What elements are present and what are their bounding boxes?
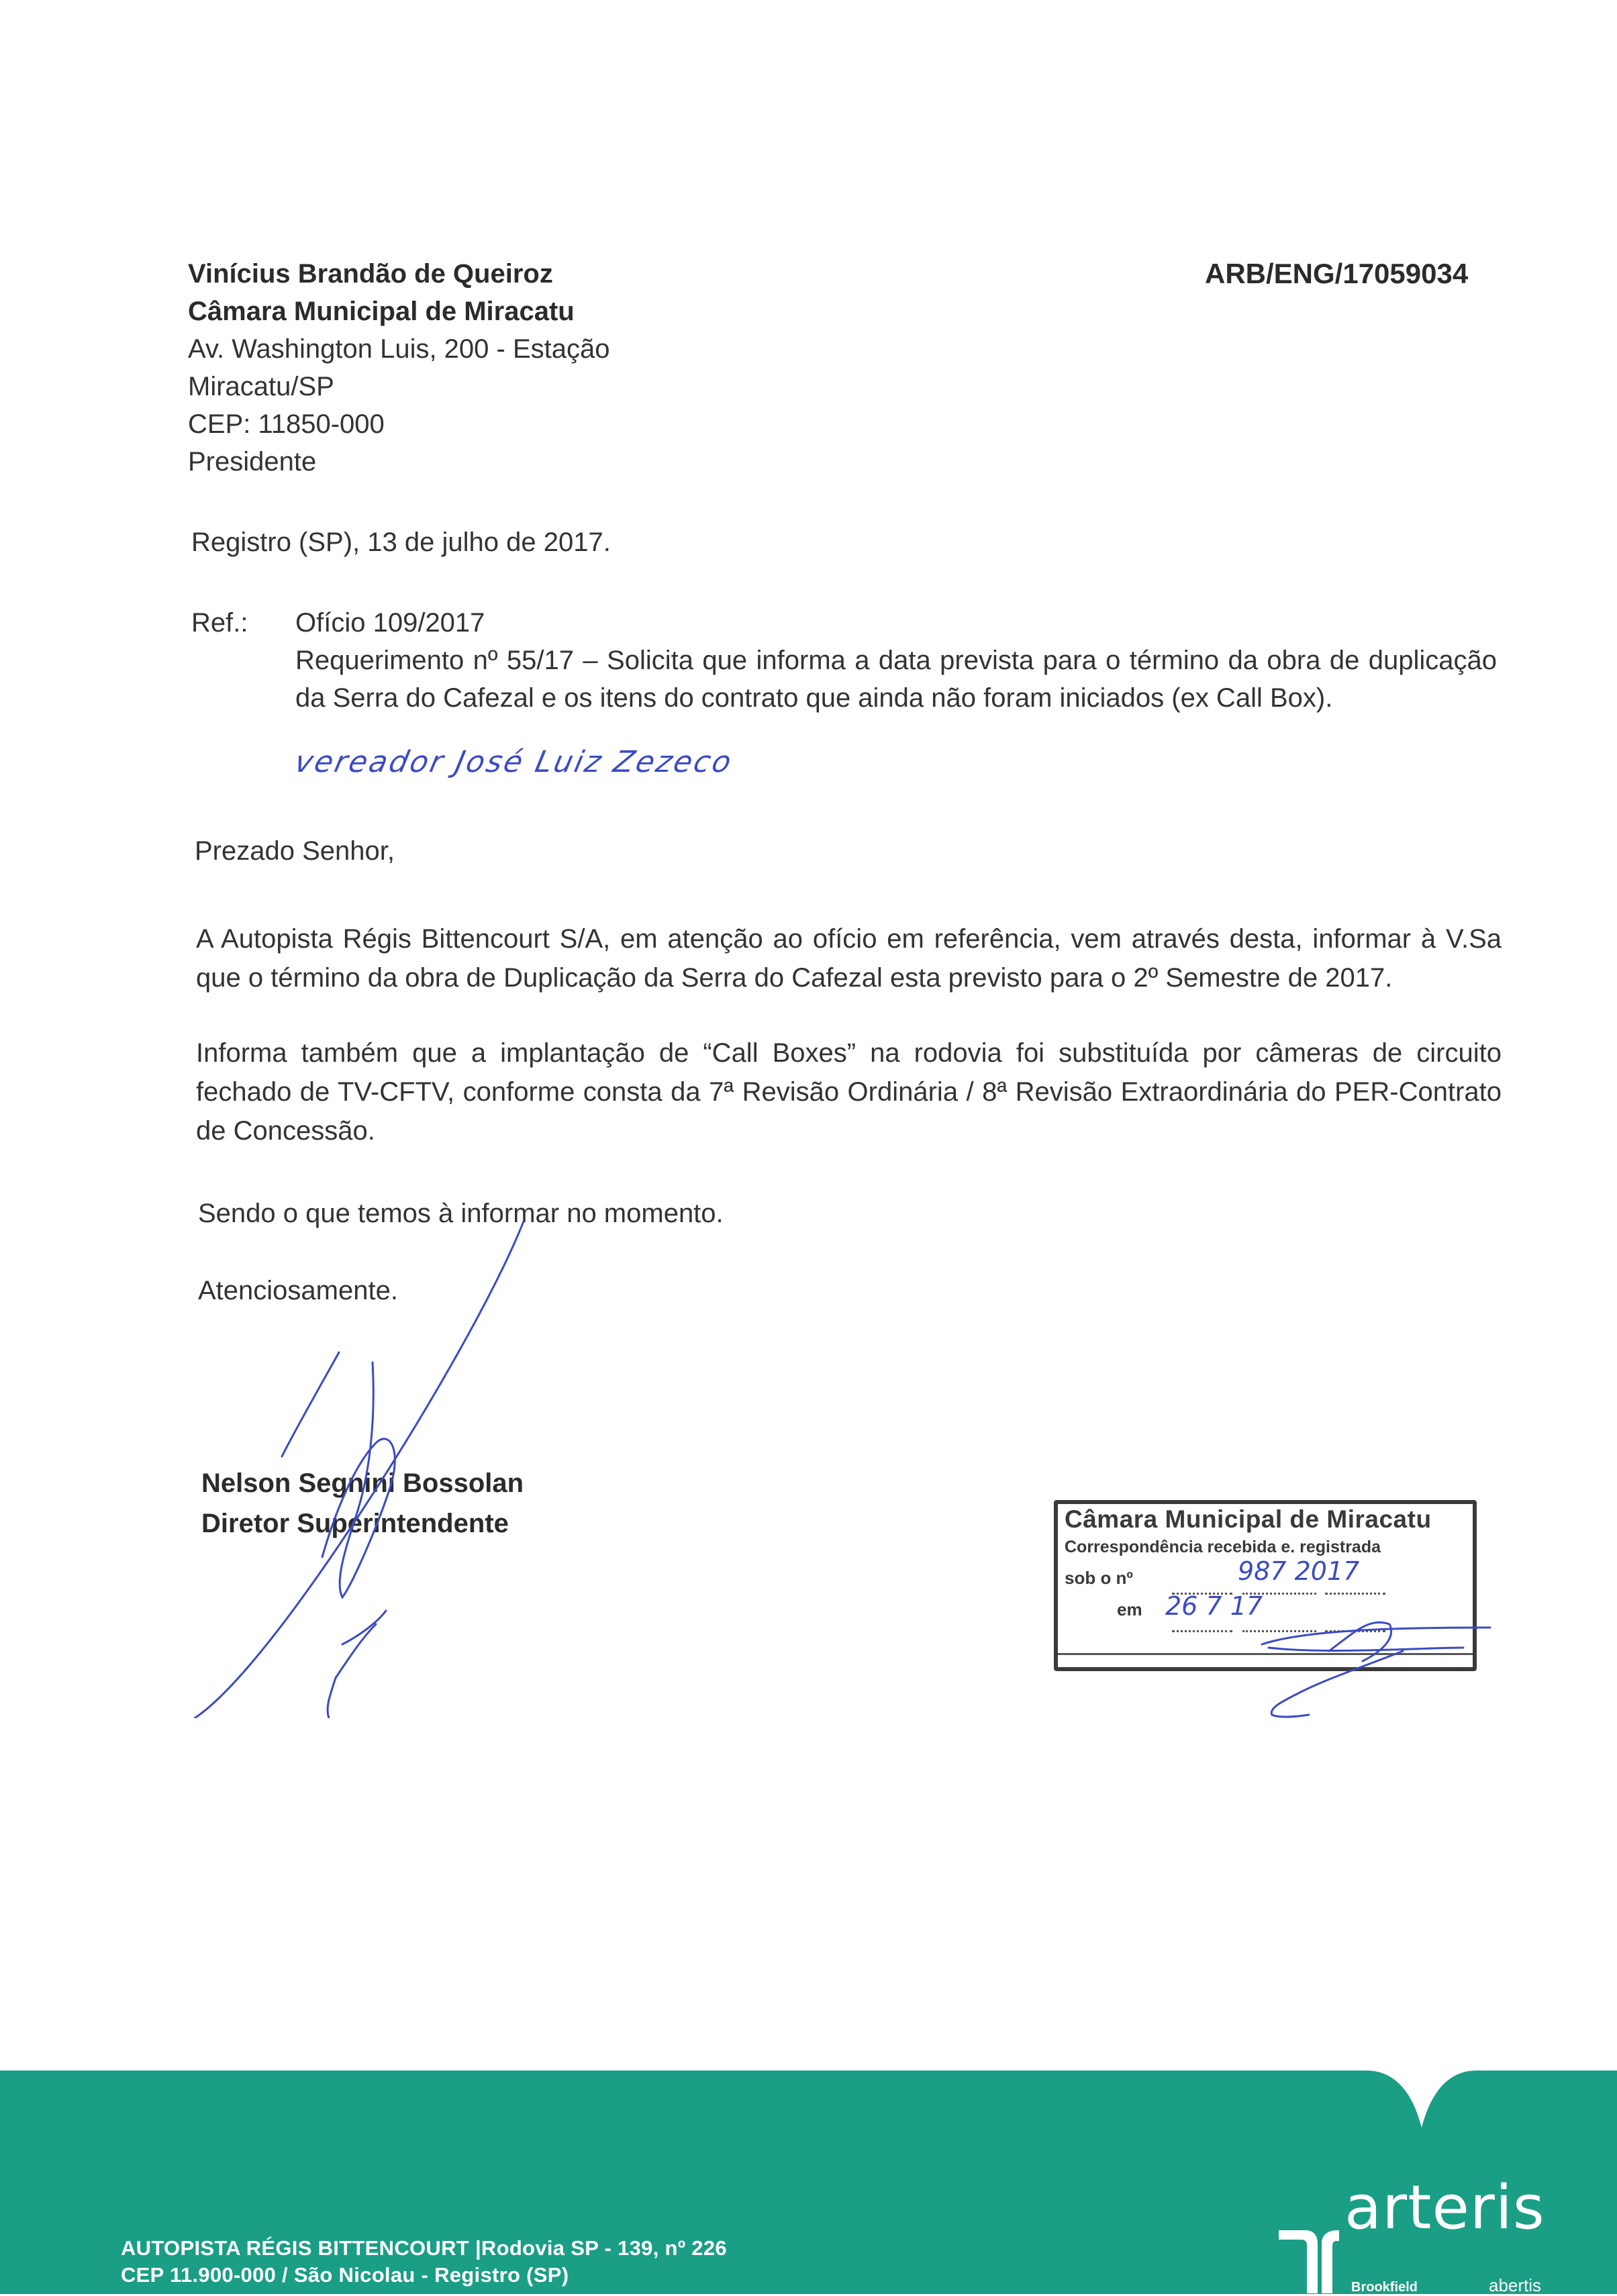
stamp-field-line bbox=[1325, 1630, 1385, 1632]
stamp-divider bbox=[1058, 1653, 1473, 1655]
signer-title: Diretor Superintendente bbox=[201, 1509, 509, 1538]
body-paragraph: A Autopista Régis Bittencourt S/A, em atenção ao ofício em referência, vem através desta, informar à V.Sa que o término da obra de Duplicação da Serra do Cafezal esta previsto para o 2º Semestre de 2017. bbox=[196, 924, 1502, 993]
recipient-city: Miracatu/SP bbox=[188, 372, 334, 401]
arteris-wordmark: arteris bbox=[1344, 2173, 1545, 2243]
signer-block bbox=[201, 1463, 524, 1544]
stamp-number-label: sob o nº bbox=[1065, 1568, 1133, 1588]
stamp-subtitle: Correspondência recebida e. registrada bbox=[1065, 1538, 1381, 1556]
arteris-logo-icon bbox=[1279, 2230, 1339, 2293]
reception-stamp bbox=[1054, 1500, 1477, 1671]
stamp-field-line bbox=[1172, 1630, 1232, 1632]
stamp-title: Câmara Municipal de Miracatu bbox=[1065, 1505, 1432, 1533]
reference-code: ARB/ENG/17059034 bbox=[1205, 258, 1469, 289]
ref-label: Ref.: bbox=[191, 608, 248, 638]
body-paragraph: Informa também que a implantação de “Call Boxes” na rodovia foi substituída por câmeras de circuito fechado de TV-CFTV, conforme consta da 7ª Revisão Ordinária / 8ª Revisão Extraordinária do PER-Contrato de Concessão. bbox=[196, 1038, 1502, 1146]
recipient-name: Vinícius Brandão de Queiroz bbox=[188, 259, 553, 289]
stamp-field-line bbox=[1325, 1593, 1385, 1595]
footer-address-line2: CEP 11.900-000 / São Nicolau - Registro (SP) bbox=[121, 2263, 569, 2287]
closing: Atenciosamente. bbox=[198, 1276, 398, 1305]
brookfield-logo: Brookfield bbox=[1351, 2280, 1418, 2295]
abertis-logo: abertis bbox=[1489, 2275, 1542, 2295]
date-line: Registro (SP), 13 de julho de 2017. bbox=[191, 528, 611, 557]
recipient-role: Presidente bbox=[188, 447, 317, 477]
recipient-address: Av. Washington Luis, 200 - Estação bbox=[188, 334, 610, 364]
recipient-cep: CEP: 11850-000 bbox=[188, 409, 385, 439]
handwritten-note: vereador José Luiz Zezeco bbox=[291, 745, 736, 779]
ref-oficio: Ofício 109/2017 bbox=[295, 608, 485, 638]
salutation: Prezado Senhor, bbox=[195, 836, 395, 866]
stamp-number-value: 987 2017 bbox=[1238, 1556, 1360, 1586]
recipient-organization: Câmara Municipal de Miracatu bbox=[188, 297, 575, 326]
closing-line: Sendo o que temos à informar no momento. bbox=[198, 1199, 724, 1228]
ref-body bbox=[295, 604, 1497, 717]
recipient-block bbox=[188, 255, 610, 481]
ref-requerimento: Requerimento nº 55/17 – Solicita que informa a data prevista para o término da obra de duplicação da Serra do Cafezal e os itens do contrato que ainda não foram iniciados (ex Call Box). bbox=[295, 646, 1497, 713]
stamp-field-line bbox=[1242, 1630, 1316, 1632]
stamp-date-value: 26 7 17 bbox=[1165, 1591, 1263, 1621]
stamp-date-label: em bbox=[1117, 1599, 1142, 1619]
footer-band bbox=[0, 2070, 1617, 2294]
signer-name: Nelson Segnini Bossolan bbox=[201, 1468, 524, 1498]
footer-address-line1: AUTOPISTA RÉGIS BITTENCOURT |Rodovia SP - 139, nº 226 bbox=[121, 2236, 727, 2260]
